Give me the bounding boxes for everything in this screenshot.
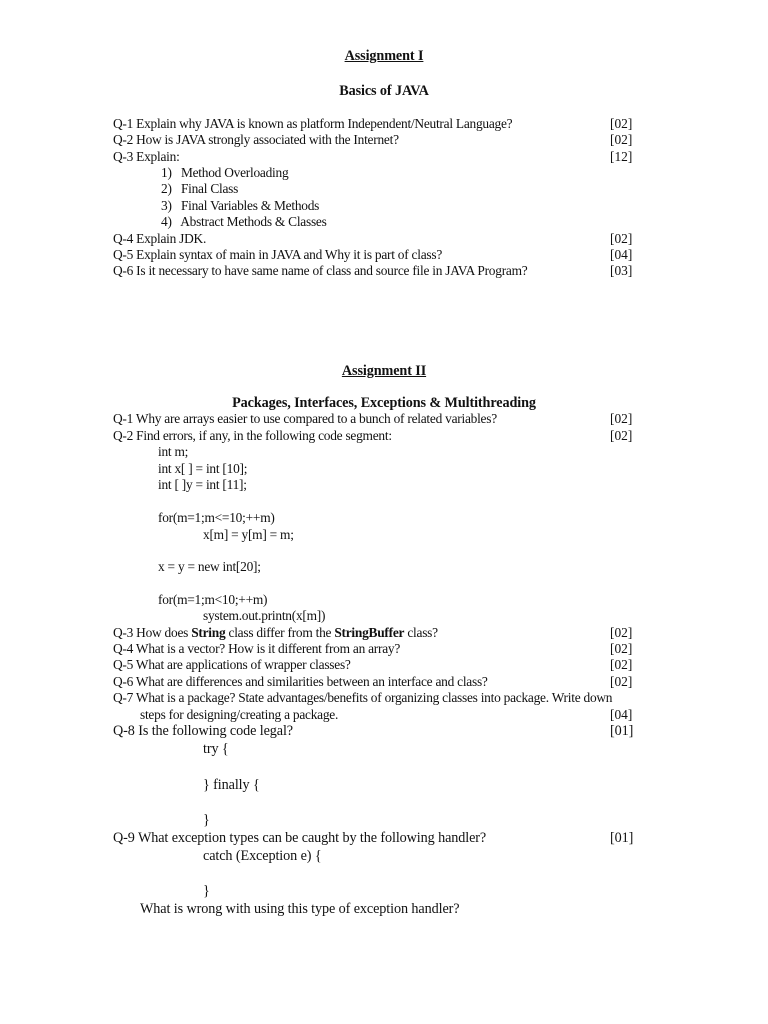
a2-q5-text: Q-5 What are applications of wrapper classes? <box>113 657 351 672</box>
a2-q7-line-1: Q-7 What is a package? State advantages/benefits of organizing classes into package. Write down <box>113 690 613 705</box>
a2-q8-marks: [01] <box>610 723 634 739</box>
a1-q3-text: Q-3 Explain: <box>113 149 180 164</box>
a2-q1-marks: [02] <box>610 411 633 426</box>
a1-q4-text: Q-4 Explain JDK. <box>113 231 207 246</box>
a2-q3-marks: [02] <box>610 625 633 640</box>
a1-q1-text: Q-1 Explain why JAVA is known as platform Independent/Neutral Language? <box>113 116 513 131</box>
a1-q2-text: Q-2 How is JAVA strongly associated with the Internet? <box>113 132 399 147</box>
a1-q5-marks: [04] <box>610 247 633 262</box>
a1-q4-marks: [02] <box>610 231 633 246</box>
a2-q9-code-line: catch (Exception e) { <box>203 848 322 864</box>
a1-q3-marks: [12] <box>610 149 633 164</box>
assignment-1-title: Assignment I <box>344 48 424 64</box>
a2-q9-marks: [01] <box>610 830 634 846</box>
a2-q2-code-line: system.out.printn(x[m]) <box>203 608 326 623</box>
a1-q2-marks: [02] <box>610 132 633 147</box>
a2-q6-marks: [02] <box>610 674 633 689</box>
a2-q2-code-line: int x[ ] = int [10]; <box>158 461 248 476</box>
a2-q8-text: Q-8 Is the following code legal? <box>113 723 293 739</box>
a1-q6-text: Q-6 Is it necessary to have same name of class and source file in JAVA Program? <box>113 263 528 278</box>
a1-q6-marks: [03] <box>610 263 633 278</box>
a1-q3-item: 3) Final Variables & Methods <box>161 198 320 213</box>
a2-q2-code-line: int m; <box>158 444 189 459</box>
a2-q8-code-line: } finally { <box>203 777 260 793</box>
a2-q9-code-line: } <box>203 883 210 899</box>
a2-q1-text: Q-1 Why are arrays easier to use compared to a bunch of related variables? <box>113 411 497 426</box>
a1-q3-item: 1) Method Overloading <box>161 165 289 180</box>
a2-q2-code-line: int [ ]y = int [11]; <box>158 477 247 492</box>
assignment-2-title: Assignment II <box>341 363 427 379</box>
a2-q4-marks: [02] <box>610 641 633 656</box>
a2-q6-text: Q-6 What are differences and similarities between an interface and class? <box>113 674 488 689</box>
a2-q3-string-keyword: String <box>191 625 226 640</box>
a2-q3-mid: class differ from the <box>225 625 335 640</box>
a2-q2-text: Q-2 Find errors, if any, in the following code segment: <box>113 428 392 443</box>
a1-q3-item: 2) Final Class <box>161 181 239 196</box>
a2-q2-marks: [02] <box>610 428 633 443</box>
a2-q7-line-2: steps for designing/creating a package. <box>140 707 339 722</box>
a2-q3-post: class? <box>404 625 438 640</box>
a2-q2-code-line: x = y = new int[20]; <box>158 559 261 574</box>
a2-q8-code-line: } <box>203 812 210 828</box>
a2-q3-text <box>113 625 438 641</box>
a1-q1-marks: [02] <box>610 116 633 131</box>
a2-q5-marks: [02] <box>610 657 633 672</box>
a2-q2-code-line: x[m] = y[m] = m; <box>203 527 294 542</box>
a2-q3-stringbuffer-keyword: StringBuffer <box>334 625 405 640</box>
a1-q5-text: Q-5 Explain syntax of main in JAVA and Why it is part of class? <box>113 247 443 262</box>
a2-q9-text: Q-9 What exception types can be caught by the following handler? <box>113 830 487 846</box>
a2-q9-followup: What is wrong with using this type of exception handler? <box>140 901 460 917</box>
a2-q7-marks: [04] <box>610 707 633 722</box>
assignment-2-subtitle: Packages, Interfaces, Exceptions & Multithreading <box>232 395 536 411</box>
a2-q2-code-line: for(m=1;m<=10;++m) <box>158 510 275 525</box>
a1-q3-item: 4) Abstract Methods & Classes <box>161 214 327 229</box>
a2-q2-code-line: for(m=1;m<10;++m) <box>158 592 268 607</box>
a2-q4-text: Q-4 What is a vector? How is it different from an array? <box>113 641 401 656</box>
a2-q3-pre: Q-3 How does <box>113 625 192 640</box>
assignment-1-subtitle: Basics of JAVA <box>339 83 429 99</box>
a2-q8-code-line: try { <box>203 741 229 757</box>
